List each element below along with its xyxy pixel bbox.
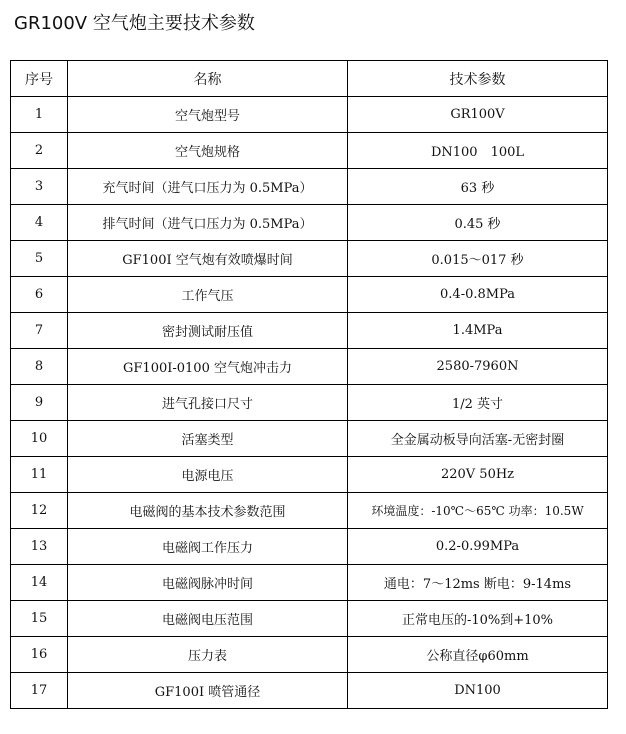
row-name: 空气炮规格 <box>68 133 348 169</box>
row-name: 进气孔接口尺寸 <box>68 385 348 421</box>
header-parameter: 技术参数 <box>348 61 608 97</box>
table-row <box>11 673 608 709</box>
row-number: 13 <box>11 529 68 565</box>
row-number: 6 <box>11 277 68 313</box>
row-name: 充气时间（进气口压力为 0.5MPa） <box>68 169 348 205</box>
row-name: 活塞类型 <box>68 421 348 457</box>
row-number: 4 <box>11 205 68 241</box>
table-row <box>11 637 608 673</box>
table-row <box>11 241 608 277</box>
row-name: 电磁阀工作压力 <box>68 529 348 565</box>
row-name: GF100I 空气炮有效喷爆时间 <box>68 241 348 277</box>
row-value: 全金属动板导向活塞-无密封圈 <box>348 421 608 457</box>
row-value: 0.4-0.8MPa <box>348 277 608 313</box>
header-serial-number: 序号 <box>11 61 68 97</box>
table-row <box>11 277 608 313</box>
row-name: 密封测试耐压值 <box>68 313 348 349</box>
row-name: 空气炮型号 <box>68 97 348 133</box>
table-row <box>11 529 608 565</box>
row-number: 15 <box>11 601 68 637</box>
table-row <box>11 457 608 493</box>
document-title: GR100V 空气炮主要技术参数 <box>14 13 255 34</box>
row-number: 8 <box>11 349 68 385</box>
row-number: 16 <box>11 637 68 673</box>
table-row <box>11 385 608 421</box>
table-row <box>11 565 608 601</box>
row-number: 7 <box>11 313 68 349</box>
row-value: DN100 <box>348 673 608 709</box>
row-name: 电源电压 <box>68 457 348 493</box>
row-number: 2 <box>11 133 68 169</box>
row-value: 63 秒 <box>348 169 608 205</box>
row-name: 工作气压 <box>68 277 348 313</box>
row-name: 电磁阀电压范围 <box>68 601 348 637</box>
row-number: 12 <box>11 493 68 529</box>
table-row <box>11 601 608 637</box>
table-row <box>11 493 608 529</box>
row-number: 14 <box>11 565 68 601</box>
table-row <box>11 169 608 205</box>
row-value: 1.4MPa <box>348 313 608 349</box>
row-name: GF100I-0100 空气炮冲击力 <box>68 349 348 385</box>
table-row <box>11 97 608 133</box>
table-row <box>11 205 608 241</box>
row-value: 0.2-0.99MPa <box>348 529 608 565</box>
row-name: GF100I 喷管通径 <box>68 673 348 709</box>
table-row <box>11 133 608 169</box>
row-value: 正常电压的-10%到+10% <box>348 601 608 637</box>
row-value: 0.45 秒 <box>348 205 608 241</box>
row-number: 1 <box>11 97 68 133</box>
row-value: 0.015～017 秒 <box>348 241 608 277</box>
row-name: 排气时间（进气口压力为 0.5MPa） <box>68 205 348 241</box>
row-value: DN100 100L <box>348 133 608 169</box>
table-header-row <box>11 61 608 97</box>
row-name: 压力表 <box>68 637 348 673</box>
row-name: 电磁阀脉冲时间 <box>68 565 348 601</box>
row-number: 5 <box>11 241 68 277</box>
row-number: 10 <box>11 421 68 457</box>
row-value: 220V 50Hz <box>348 457 608 493</box>
row-number: 11 <box>11 457 68 493</box>
row-number: 3 <box>11 169 68 205</box>
row-number: 9 <box>11 385 68 421</box>
row-number: 17 <box>11 673 68 709</box>
header-name: 名称 <box>68 61 348 97</box>
row-value: 1/2 英寸 <box>348 385 608 421</box>
row-value: 环境温度：-10℃～65℃ 功率：10.5W <box>348 493 608 529</box>
row-value: 公称直径φ60mm <box>348 637 608 673</box>
table-row <box>11 313 608 349</box>
table-row <box>11 349 608 385</box>
row-value: 2580-7960N <box>348 349 608 385</box>
row-name: 电磁阀的基本技术参数范围 <box>68 493 348 529</box>
table-row <box>11 421 608 457</box>
row-value: 通电：7～12ms 断电：9-14ms <box>348 565 608 601</box>
spec-table <box>10 60 608 709</box>
row-value: GR100V <box>348 97 608 133</box>
